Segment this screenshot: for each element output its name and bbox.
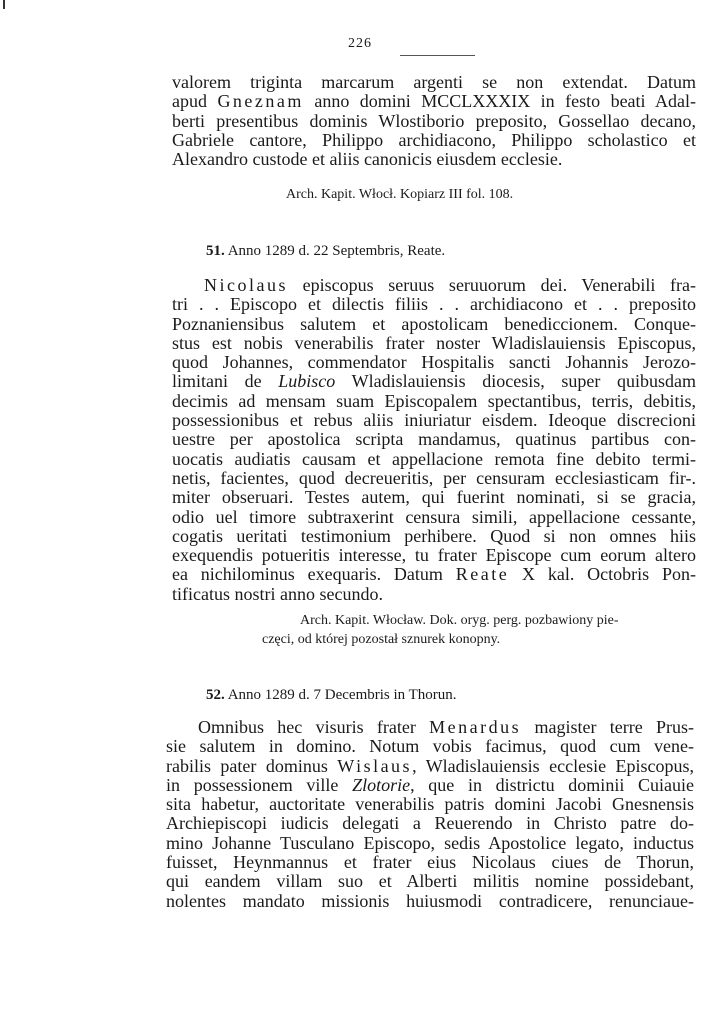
text-line: qui eandem villam suo et Alberti militis nomine possidebant, xyxy=(166,871,694,892)
text-line: cogatis ueritati testimonium perhibere. Quod si non omnes hiis xyxy=(172,525,696,546)
text-line xyxy=(172,372,696,391)
doc51-number: 51. xyxy=(206,243,225,259)
doc50-text xyxy=(172,73,696,169)
doc51-source-line-1: Arch. Kapit. Włocław. Dok. oryg. perg. pozbawiony pie- xyxy=(300,613,619,628)
text-line: possessionibus et rebus aliis iniuriatur eisdem. Ideoque discrecioni xyxy=(172,410,696,431)
text-run: , Wladislauiensis ecclesie Episcopus, xyxy=(412,755,694,776)
text-line xyxy=(166,718,694,737)
text-run: , que in districtu dominii Cuiauie xyxy=(410,774,694,795)
text-run: in possessionem ville xyxy=(166,774,353,795)
text-run: rabilis pater dominus xyxy=(166,755,338,776)
doc52-text xyxy=(166,718,694,911)
text-line xyxy=(166,757,694,776)
text-line: fuisset, Heynmannus et frater eius Nicolaus ciues de Thorun, xyxy=(166,852,694,873)
text-line: tificatus nostri anno secundo. xyxy=(172,583,383,604)
text-line xyxy=(172,565,696,584)
text-line: mino Johanne Tusculano Episcopo, sedis Apostolice legato, inductus xyxy=(166,832,694,853)
text-line: miter obseruari. Testes autem, qui fuerint nominati, si se gracia, xyxy=(172,487,696,508)
text-line: odio uel timore subtraxerint censura simili, appellacione cessante, xyxy=(172,506,696,527)
text-line xyxy=(172,92,696,111)
text-run: episcopus seruus seruuorum dei. Venerabili fra- xyxy=(287,275,696,295)
text-run: Omnibus hec visuris frater xyxy=(198,717,430,737)
place-name: Zlotorie xyxy=(352,774,411,795)
text-line: Alexandro custode et aliis canonicis eiusdem ecclesie. xyxy=(172,149,563,170)
text-line: quod Johannes, commendator Hospitalis sancti Johannis Jerozo- xyxy=(172,352,696,373)
person-name: Menardus xyxy=(429,717,522,737)
doc51-text xyxy=(172,276,696,604)
text-line: uocatis audiatis causam et appellacione remota fine debito termi- xyxy=(172,448,696,469)
text-line: Poznaniensibus salutem et apostolicam benediccionem. Conque- xyxy=(172,313,696,334)
text-run: anno domini MCCLXXXIX in festo beati Adal- xyxy=(303,91,696,112)
text-run: Wladislauiensis diocesis, super quibusdam xyxy=(335,371,696,392)
text-line: nolentes mandato missionis huiusmodi contradicere, renunciaue- xyxy=(166,890,694,911)
text-line: valorem triginta marcarum argenti se non extendat. Datum xyxy=(172,72,696,92)
text-line: netis, facientes, quod decreueritis, per censuram ecclesiasticam fir-. xyxy=(172,467,696,488)
doc52-heading xyxy=(206,686,457,704)
text-line: uestre per apostolica scripta mandamus, quatinus partibus con- xyxy=(172,429,696,450)
person-name: Wislaus xyxy=(337,755,413,776)
text-run: X kal. Octobris Pon- xyxy=(509,564,696,585)
text-line: decimis ad mensam suam Episcopalem spectantibus, terris, debitis, xyxy=(172,390,696,411)
text-run: apud xyxy=(172,91,218,112)
text-line: sie salutem in domino. Notum vobis facimus, quod cum vene- xyxy=(166,736,694,757)
text-line: berti presentibus dominis Wlostiborio preposito, Gossellao decano, xyxy=(172,110,696,131)
text-line: tri . . Episcopo et dilectis filiis . . archidiacono et . . preposito xyxy=(172,294,696,315)
doc50-source: Arch. Kapit. Włocł. Kopiarz III fol. 108. xyxy=(286,187,514,202)
text-line xyxy=(166,776,694,795)
text-run: magister terre Prus- xyxy=(521,717,695,737)
text-line xyxy=(172,276,696,295)
text-run: limitani de xyxy=(172,371,279,392)
place-name: Gneznam xyxy=(217,91,304,112)
doc51-title: Anno 1289 d. 22 Septembris, Reate. xyxy=(227,243,446,259)
text-line: stus est nobis venerabilis frater noster Wladislauiensis Episcopus, xyxy=(172,332,696,353)
header-rule xyxy=(400,55,475,56)
text-run: ea nichilominus exequaris. Datum xyxy=(172,564,456,585)
page-number: 226 xyxy=(348,36,372,51)
place-name: Reate xyxy=(455,564,510,585)
text-line: sita habetur, auctoritate venerabilis patris domini Jacobi Gnesnensis xyxy=(166,794,694,815)
text-line: exequendis potueritis interesse, tu frater Episcope cum eorum altero xyxy=(172,545,696,566)
doc51-heading xyxy=(206,242,445,260)
scan-mark xyxy=(3,0,5,9)
text-line: Archiepiscopi iudicis delegati a Reuerendo in Christo patre do- xyxy=(166,813,694,834)
person-name: Nicolaus xyxy=(204,275,288,295)
text-line: Gabriele cantore, Philippo archidiacono, Philippo scholastico et xyxy=(172,129,696,150)
place-name: Lubisco xyxy=(278,371,336,392)
doc51-source-line-2: częci, od której pozostał sznurek konopny. xyxy=(262,632,501,647)
doc52-number: 52. xyxy=(206,687,225,703)
doc52-title: Anno 1289 d. 7 Decembris in Thorun. xyxy=(227,687,457,703)
